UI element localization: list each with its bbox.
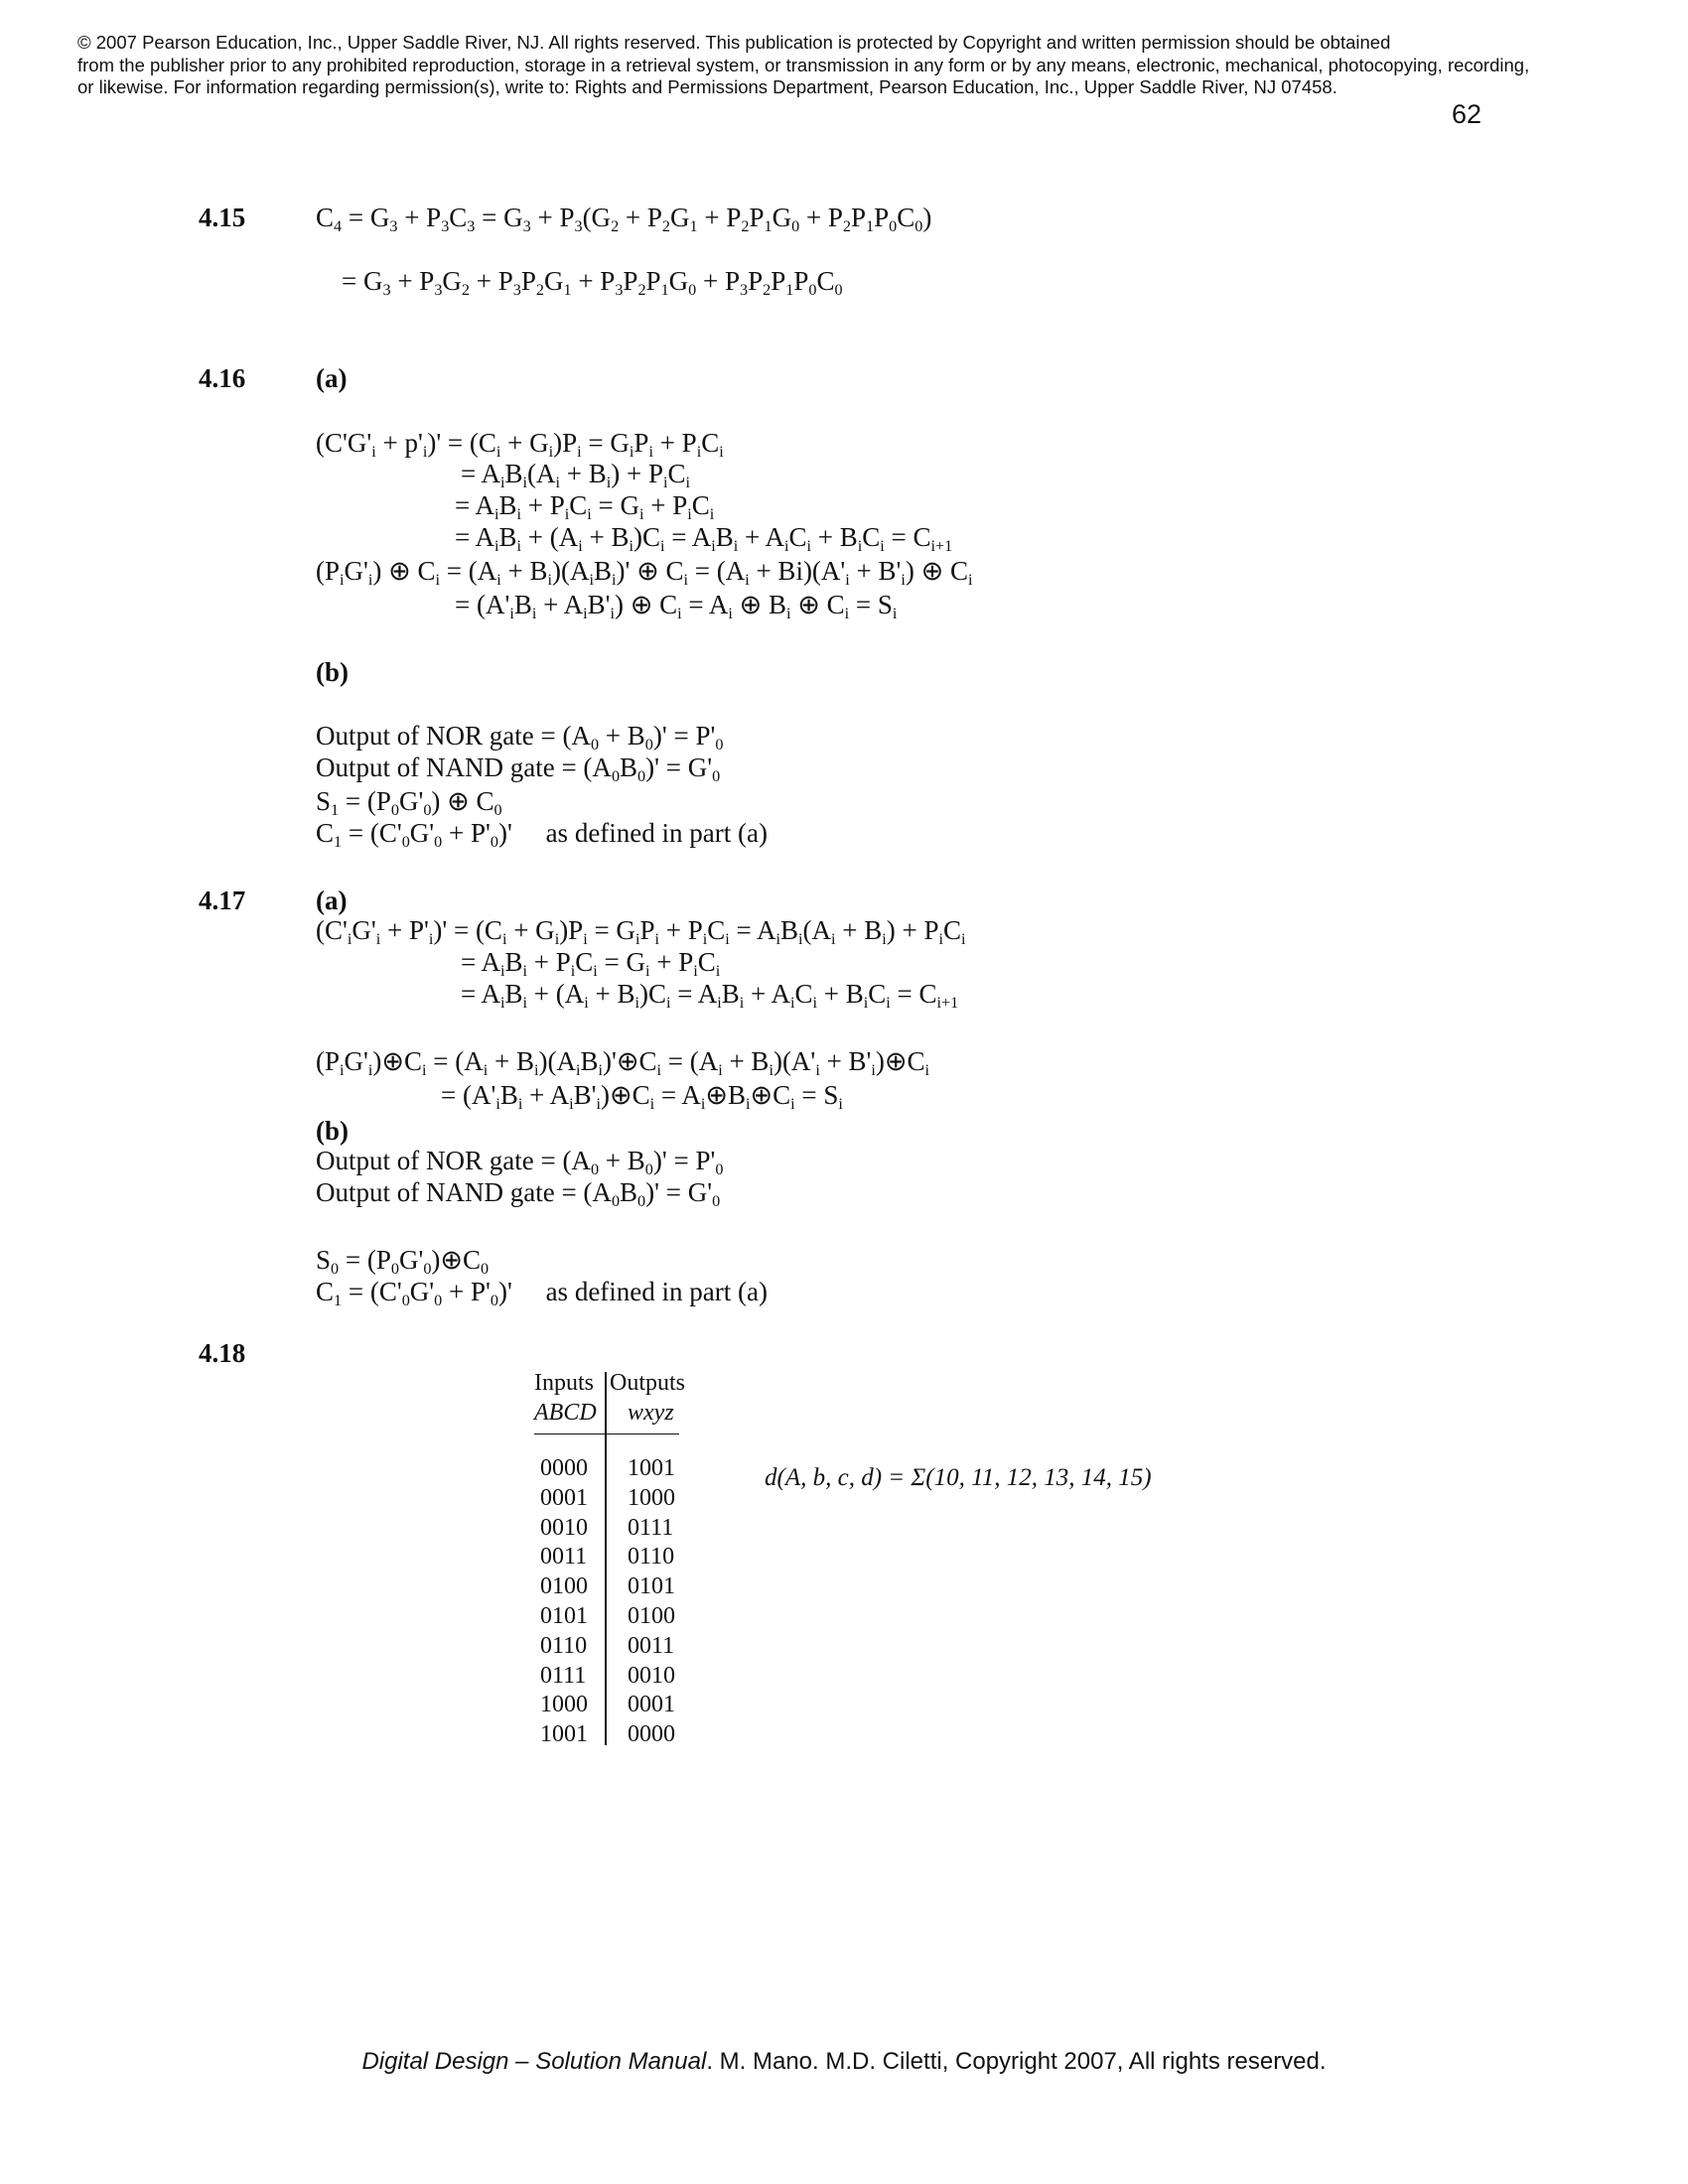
equation-line: $(C'_iG'_i + P'_i)' = (C_i + G_i)P_i = G_iP_i + P_iC_i = A_iB_i(A_i + B_i) + P_iC_i$ [316,915,966,948]
table-subheader-outputs: wxyz [628,1400,674,1426]
part-b-label: (b) [316,657,349,687]
table-cell-input: 0101 [540,1603,588,1629]
equation-line: Output of NOR gate = $(A_0 + B_0)' = P'_0$ [316,721,724,753]
equation-line: Output of NAND gate = $(A_0B_0)' = G'_0$ [316,1177,721,1210]
table-cell-output: 0000 [628,1721,675,1748]
table-divider-vertical [605,1372,607,1745]
problem-number-4-17: 4.17 [199,886,246,915]
table-cell-input: 0001 [540,1484,588,1511]
table-divider-horizontal [534,1433,679,1434]
equation-line: $(P_iG'_i)$ ⊕ $C_i = (A_i + B_i)(A_iB_i)'$ ⊕ $C_i = (A_i + Bi)(A'_i + B'_i)$ ⊕ $C_i$ [316,556,973,589]
page-footer [0,2048,1688,2076]
table-header-inputs: Inputs [534,1370,594,1396]
problem-number-4-15: 4.15 [199,203,246,232]
table-cell-input: 1001 [540,1721,588,1748]
table-cell-output: 0010 [628,1662,675,1689]
equation-line: = $A_iB_i + P_iC_i = G_i + P_iC_i$ [461,947,721,980]
equation-line: $C_1 = (C'_0G'_0 + P'_0)'$ as defined in part (a) [316,1277,768,1309]
problem-number-4-16: 4.16 [199,363,246,393]
equation-line: $S_1 = (P_0G'_0)$ ⊕ $C_0$ [316,786,502,819]
table-cell-output: 0110 [628,1544,675,1570]
copyright-notice [77,32,1626,99]
table-cell-output: 0100 [628,1603,675,1629]
table-cell-output: 0111 [628,1514,674,1541]
copyright-line: or likewise. For information regarding permission(s), write to: Rights and Permissions Department, Pearson Education, Inc., Upper Saddle River, NJ 07458. [77,76,1337,97]
part-a-label: (a) [316,363,348,393]
part-b-label: (b) [316,1116,349,1146]
table-cell-output: 0001 [628,1692,675,1718]
equation-line: Output of NAND gate = $(A_0B_0)' = G'_0$ [316,752,721,785]
table-cell-input: 0011 [540,1544,588,1570]
table-cell-input: 0010 [540,1514,588,1541]
table-cell-input: 1000 [540,1692,588,1718]
table-cell-input: 0110 [540,1632,588,1659]
equation-line: $C_4 = G_3 + P_3C_3 = G_3 + P_3(G_2 + P_2G_1 + P_2P_1G_0 + P_2P_1P_0C_0)$ [316,203,932,235]
page-number: 62 [1452,99,1482,129]
equation-line: Output of NOR gate = $(A_0 + B_0)' = P'_0$ [316,1146,724,1178]
table-header-outputs: Outputs [610,1370,686,1396]
equation-line: = $A_iB_i + (A_i + B_i)C_i = A_iB_i + A_iC_i + B_iC_i = C_{i+1}$ [455,522,953,555]
footer-title: Digital Design – Solution Manual [361,2048,707,2075]
equation-line: $C_1 = (C'_0G'_0 + P'_0)'$ as defined in part (a) [316,818,768,851]
equation-line: = $G_3 + P_3G_2 + P_3P_2G_1 + P_3P_2P_1G_0 + P_3P_2P_1P_0C_0$ [342,266,843,299]
equation-line: $(P_iG'_i)\oplus C_i = (A_i$ + $B_i)(A_iB_i)'\oplus C_i = (A_i + B_i)(A'_i$ + $B'_i)\oplus C_i$ [316,1046,930,1079]
equation-line: $(C'G'_i + p'_i)' = (C_i + G_i)P_i = G_iP_i + P_iC_i$ [316,428,724,461]
equation-line: = $A_iB_i(A_i + B_i) + P_iC_i$ [461,459,691,491]
equation-line: = $A_iB_i + (A_i + B_i)C_i = A_iB_i + A_iC_i + B_iC_i = C_{i+1}$ [461,979,959,1012]
table-cell-output: 0011 [628,1632,675,1659]
table-cell-input: 0000 [540,1455,588,1481]
table-cell-output: 1001 [628,1455,675,1481]
equation-line: = $A_iB_i + P_iC_i = G_i + P_iC_i$ [455,490,715,523]
footer-rest: . M. Mano. M.D. Ciletti, Copyright 2007, All rights reserved. [706,2048,1327,2075]
table-cell-output: 1000 [628,1484,675,1511]
copyright-line: from the publisher prior to any prohibited reproduction, storage in a retrieval system, or transmission in any form or by any means, electronic, mechanical, photocopying, recording, [77,54,1530,75]
part-a-label: (a) [316,886,348,915]
problem-number-4-18: 4.18 [199,1338,246,1368]
copyright-line: © 2007 Pearson Education, Inc., Upper Saddle River, NJ. All rights reserved. This publication is protected by Copyright and written permission should be obtained [77,32,1391,53]
table-cell-input: 0111 [540,1662,587,1689]
equation-line: $S_0$ = $(P_0G'_0)\oplus C_0$ [316,1245,490,1278]
table-subheader-inputs: ABCD [534,1400,597,1426]
table-cell-input: 0100 [540,1573,588,1600]
equation-line: = $(A'_iB_i + A_iB'_i)$ ⊕ $C_i = A_i$ ⊕ $B_i$ ⊕ $C_i = S_i$ [455,590,898,622]
equation-line: = ($A'_iB_i$ + $A_iB'_i)\oplus C_i$ = $A_i\oplus B_i\oplus C_i = S_i$ [441,1080,843,1113]
table-cell-output: 0101 [628,1573,675,1600]
dont-care-expression: d(A, b, c, d) = Σ(10, 11, 12, 13, 14, 15) [765,1464,1152,1491]
